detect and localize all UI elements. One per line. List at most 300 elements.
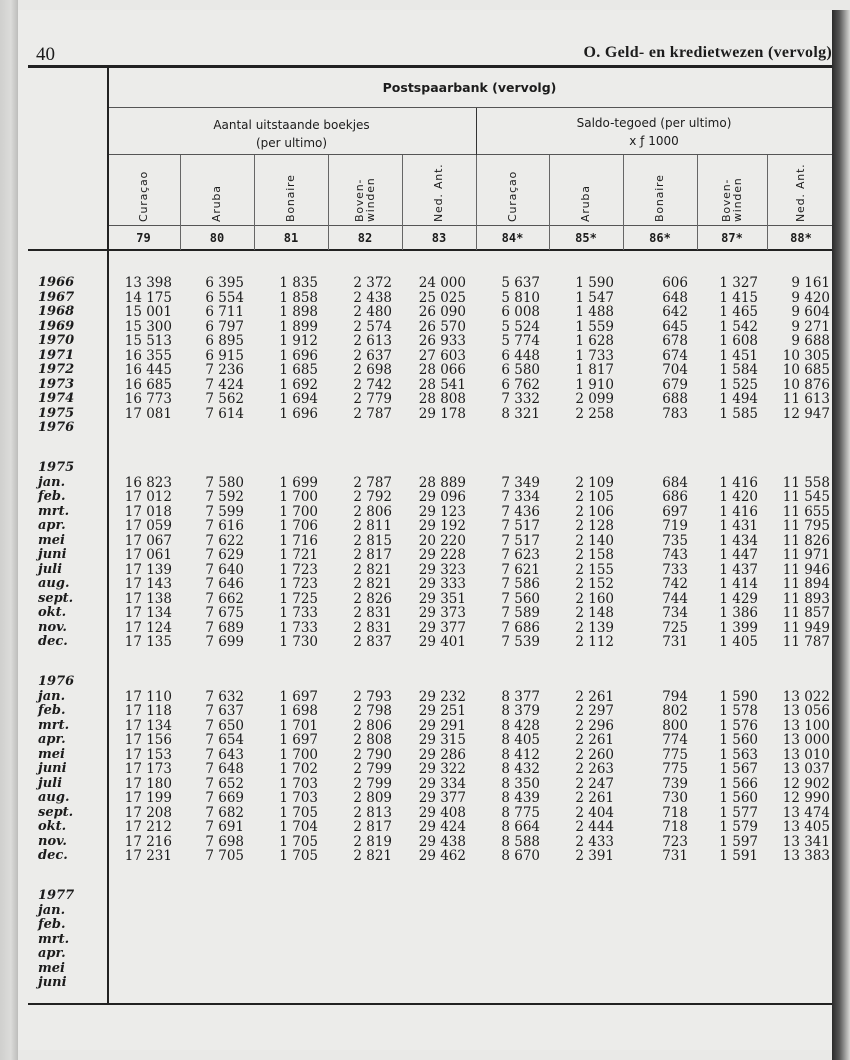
table-cell: 2 261 [575,732,614,748]
table-cell: 29 438 [418,833,466,850]
table-row [0,733,850,748]
table-cell: 7 643 [205,746,244,763]
table-cell: 1 494 [719,391,758,407]
table-cell: 15 300 [124,318,172,335]
table-cell: 1 327 [719,275,758,291]
top-rule [28,65,832,68]
column-number: 79 [136,231,151,245]
table-cell: 9 604 [791,304,830,320]
block-heading: 1977 [38,888,75,903]
table-cell: 7 640 [205,561,244,578]
block-heading: 1976 [38,674,75,689]
table-cell: 17 081 [124,405,172,422]
table-cell: 17 135 [124,634,172,650]
table-cell: 2 813 [353,804,392,821]
table-cell: 11 826 [782,532,830,549]
table-cell: 6 895 [205,333,244,349]
table-cell: 12 990 [782,790,830,806]
table-cell: 2 140 [575,532,614,549]
table-cell: 7 698 [205,833,244,850]
block-heading-row [0,889,850,904]
table-cell: 17 216 [124,833,172,850]
row-label: mrt. [38,503,70,519]
table-cell: 2 258 [575,405,614,422]
table-cell: 29 351 [418,590,466,607]
table-cell: 7 517 [501,532,540,549]
table-cell: 8 405 [501,732,540,748]
column-number: 86* [649,231,671,245]
table-cell: 7 691 [205,819,244,835]
table-cell: 9 420 [791,289,830,306]
table-cell: 11 893 [782,590,830,607]
table-cell: 1 434 [719,532,758,549]
row-label: jan. [38,688,66,704]
table-cell: 16 685 [124,376,172,393]
table-cell: 2 372 [353,275,392,291]
table-row [0,762,850,777]
table-cell: 2 817 [353,819,392,835]
table-cell: 29 401 [418,634,466,650]
table-row [0,305,850,320]
table-cell: 17 199 [124,790,172,806]
table-cell: 645 [662,318,688,335]
table-cell: 1 685 [279,362,318,378]
table-cell: 7 586 [501,576,540,592]
table-cell: 735 [662,532,688,549]
rule-groups [107,154,832,155]
group-heading-balance [476,114,832,150]
table-cell: 8 428 [501,717,540,734]
table-row [0,777,850,792]
column-number: 84* [501,231,524,245]
table-cell: 2 799 [353,761,392,777]
table-cell: 2 799 [353,775,392,792]
row-label: 1974 [38,391,75,406]
row-label: juli [38,775,63,791]
table-cell: 16 355 [124,347,172,364]
table-cell: 733 [662,561,688,578]
table-cell: 1 703 [279,790,318,806]
row-label: 1975 [38,405,75,421]
table-cell: 7 629 [205,547,244,563]
table-cell: 1 706 [279,518,318,534]
table-cell: 744 [662,590,688,607]
table-cell: 1 429 [719,590,758,607]
table-row [0,534,850,549]
row-label: juni [38,761,67,776]
table-cell: 17 134 [124,717,172,734]
table-cell: 697 [662,503,688,520]
table-cell: 13 398 [124,275,172,291]
table-cell: 1 590 [575,275,614,291]
table-cell: 2 806 [353,503,392,520]
table-cell: 7 539 [501,634,540,650]
table-row [0,320,850,335]
table-cell: 10 305 [782,347,830,364]
table-cell: 2 139 [575,619,614,636]
table-cell: 7 436 [501,503,540,520]
table-cell: 17 143 [124,576,172,592]
table-cell: 5 774 [501,333,540,349]
table-cell: 1 576 [719,717,758,734]
table-row [0,349,850,364]
table-cell: 17 156 [124,732,172,748]
table-row [0,933,850,948]
table-cell: 2 779 [353,391,392,407]
table-block [0,276,850,436]
table-cell: 2 698 [353,362,392,378]
table-cell: 2 787 [353,474,392,491]
table-cell: 2 790 [353,746,392,763]
table-row [0,849,850,864]
table-cell: 7 648 [205,761,244,777]
table-cell: 1 415 [719,289,758,306]
table-cell: 1 431 [719,518,758,534]
table-cell: 1 547 [575,289,614,306]
column-header-name: Curaçao [505,170,519,222]
table-cell: 11 787 [782,634,830,650]
table-block [0,889,850,991]
table-row [0,421,850,436]
table-cell: 9 688 [791,333,830,349]
table-cell: 7 652 [205,775,244,792]
table-cell: 2 792 [353,489,392,505]
table-cell: 1 566 [719,775,758,792]
table-cell: 16 445 [124,362,172,378]
table-cell: 1 578 [719,703,758,719]
table-cell: 1 716 [279,532,318,549]
table-row [0,918,850,933]
table-cell: 11 857 [782,605,830,621]
table-cell: 1 488 [575,304,614,320]
table-cell: 29 315 [418,732,466,748]
column-number: 83 [431,231,447,245]
table-cell: 8 439 [501,790,540,806]
row-label: mei [38,746,65,762]
table-cell: 5 810 [501,289,540,306]
table-row [0,577,850,592]
table-cell: 1 705 [279,804,318,821]
column-header-name: Boven- winden [353,177,377,222]
table-cell: 1 730 [279,634,318,650]
table-cell: 1 733 [279,605,318,621]
table-cell: 2 613 [353,333,392,349]
table-cell: 684 [662,474,688,491]
table-cell: 1 700 [279,503,318,520]
table-cell: 1 705 [279,833,318,850]
table-cell: 29 123 [418,503,466,520]
table-cell: 734 [662,605,688,621]
table-cell: 2 815 [353,532,392,549]
row-label: 1973 [38,376,75,392]
table-cell: 7 662 [205,590,244,607]
table-cell: 2 263 [575,761,614,777]
table-cell: 17 118 [124,703,172,719]
table-cell: 11 894 [782,576,830,592]
table-cell: 1 525 [719,376,758,393]
table-row [0,606,850,621]
table-cell: 24 000 [418,275,466,291]
column-number: 82 [357,231,373,245]
table-cell: 13 383 [782,848,830,864]
table-cell: 1 698 [279,703,318,719]
table-cell: 17 208 [124,804,172,821]
table-cell: 1 608 [719,333,758,349]
table-cell: 11 558 [782,474,830,491]
table-cell: 11 613 [782,391,830,407]
column-header-name: Ned. Ant. [432,163,445,222]
table-row [0,719,850,734]
table-cell: 648 [662,289,688,306]
bottom-rule [28,1003,832,1005]
row-label: apr. [38,946,66,961]
table-cell: 7 599 [205,503,244,520]
table-cell: 2 433 [575,833,614,850]
column-number: 87* [721,231,743,245]
table-cell: 2 155 [575,561,614,578]
table-cell: 2 480 [353,304,392,320]
table-cell: 7 654 [205,732,244,748]
row-label: nov. [38,619,67,635]
table-cell: 1 420 [719,489,758,505]
table-cell: 704 [662,362,688,378]
table-row [0,690,850,705]
table-cell: 1 559 [575,318,614,335]
table-cell: 725 [662,619,688,636]
row-label: juni [38,547,67,562]
table-cell: 7 589 [501,605,540,621]
table-cell: 1 835 [279,275,318,291]
table-cell: 802 [662,703,688,719]
table-cell: 13 405 [782,819,830,835]
table-block [0,675,850,864]
table-cell: 17 124 [124,619,172,636]
table-cell: 6 762 [501,376,540,393]
table-row [0,621,850,636]
table-cell: 7 623 [501,547,540,563]
table-cell: 2 809 [353,790,392,806]
table-cell: 7 632 [205,688,244,705]
table-cell: 2 404 [575,804,614,821]
table-cell: 679 [662,376,688,393]
table-cell: 12 902 [782,775,830,792]
column-number: 80 [209,231,225,245]
table-cell: 8 670 [501,848,540,864]
row-label: mrt. [38,717,70,733]
column-header-name: Ned. Ant. [794,163,807,222]
table-cell: 17 134 [124,605,172,621]
table-cell: 718 [662,819,688,835]
table-row [0,806,850,821]
table-cell: 11 655 [782,503,830,520]
table-cell: 606 [662,275,688,291]
table-cell: 1 910 [575,376,614,393]
table-cell: 29 377 [418,619,466,636]
table-cell: 9 161 [791,275,830,291]
table-cell: 29 333 [418,576,466,592]
table-cell: 1 899 [279,318,318,335]
table-cell: 731 [662,634,688,650]
table-cell: 29 286 [418,746,466,763]
column-header-name: Curaçao [136,170,150,222]
table-row [0,548,850,563]
table-cell: 2 826 [353,590,392,607]
table-cell: 7 682 [205,804,244,821]
table-cell: 28 066 [418,362,466,378]
table-cell: 1 560 [719,732,758,748]
table-cell: 29 377 [418,790,466,806]
table-cell: 7 686 [501,619,540,636]
table-cell: 1 723 [279,576,318,592]
table-cell: 1 451 [719,347,758,364]
table-cell: 17 139 [124,561,172,578]
table-row [0,291,850,306]
table-cell: 29 462 [418,848,466,864]
table-cell: 1 584 [719,362,758,378]
table-cell: 1 701 [279,717,318,734]
group-heading-balance-line1: Saldo-tegoed (per ultimo) [576,116,732,130]
block-heading-row [0,675,850,690]
rule-colnames [107,225,832,226]
table-cell: 16 823 [124,474,172,491]
table-cell: 13 100 [782,717,830,734]
table-cell: 2 637 [353,347,392,364]
table-cell: 8 432 [501,761,540,777]
table-cell: 1 542 [719,318,758,335]
table-cell: 10 876 [782,376,830,393]
row-label: mei [38,532,65,548]
table-cell: 13 000 [782,732,830,748]
row-label: mrt. [38,931,70,947]
table-cell: 7 334 [501,489,540,505]
table-cell: 2 811 [353,518,392,534]
row-label: 1972 [38,362,75,377]
table-cell: 2 247 [575,775,614,792]
table-cell: 2 099 [575,391,614,407]
table-cell: 1 703 [279,775,318,792]
table-cell: 7 236 [205,362,244,378]
table-cell: 1 386 [719,605,758,621]
table-cell: 17 212 [124,819,172,835]
table-cell: 6 008 [501,304,540,320]
row-label: juni [38,975,67,990]
row-label: feb. [38,917,66,932]
table-cell: 2 297 [575,703,614,719]
table-row [0,378,850,393]
row-label: 1967 [38,289,75,305]
table-cell: 1 704 [279,819,318,835]
table-cell: 29 228 [418,547,466,563]
table-cell: 8 377 [501,688,540,705]
table-cell: 2 831 [353,619,392,636]
table-cell: 1 447 [719,547,758,563]
table-cell: 1 416 [719,474,758,491]
running-head: O. Geld- en kredietwezen (vervolg) [583,44,832,61]
table-cell: 9 271 [791,318,830,335]
table-cell: 674 [662,347,688,364]
table-cell: 16 773 [124,391,172,407]
table-cell: 743 [662,547,688,563]
table-cell: 29 334 [418,775,466,792]
table-cell: 2 438 [353,289,392,306]
table-cell: 775 [662,761,688,777]
table-cell: 2 112 [575,634,614,650]
column-number: 85* [575,231,597,245]
table-cell: 11 971 [782,547,830,563]
table-cell: 7 614 [205,405,244,422]
table-cell: 15 001 [124,304,172,320]
table-cell: 1 692 [279,376,318,393]
row-label: jan. [38,474,66,490]
table-cell: 1 697 [279,688,318,705]
table-cell: 2 817 [353,547,392,563]
table-cell: 1 694 [279,391,318,407]
table-cell: 1 563 [719,746,758,763]
table-row [0,392,850,407]
table-cell: 2 160 [575,590,614,607]
table-cell: 2 806 [353,717,392,734]
table-cell: 29 291 [418,717,466,734]
table-cell: 5 637 [501,275,540,291]
table-cell: 2 793 [353,688,392,705]
table-cell: 13 037 [782,761,830,777]
row-label: 1970 [38,333,75,348]
table-cell: 2 798 [353,703,392,719]
table-cell: 2 109 [575,474,614,491]
table-cell: 2 821 [353,561,392,578]
table-cell: 29 251 [418,703,466,719]
table-cell: 7 637 [205,703,244,719]
table-cell: 6 711 [205,304,244,320]
table-cell: 6 395 [205,275,244,291]
table-title: Postspaarbank (vervolg) [382,80,557,95]
table-cell: 6 554 [205,289,244,306]
table-cell: 1 721 [279,547,318,563]
table-cell: 1 817 [575,362,614,378]
rule-title [107,107,832,108]
table-cell: 2 152 [575,576,614,592]
table-cell: 2 819 [353,833,392,850]
table-cell: 678 [662,333,688,349]
table-cell: 13 056 [782,703,830,719]
table-cell: 10 685 [782,362,830,378]
table-cell: 1 465 [719,304,758,320]
column-header-name: Aruba [210,185,223,222]
table-row [0,791,850,806]
table-row [0,363,850,378]
table-cell: 26 933 [418,333,466,349]
table-cell: 28 889 [418,474,466,491]
table-cell: 8 412 [501,746,540,763]
table-cell: 739 [662,775,688,792]
table-cell: 688 [662,391,688,407]
table-cell: 7 699 [205,634,244,650]
table-cell: 2 158 [575,547,614,563]
table-cell: 2 742 [353,376,392,393]
table-cell: 12 947 [782,405,830,422]
table-cell: 730 [662,790,688,806]
table-cell: 2 821 [353,576,392,592]
table-cell: 17 061 [124,547,172,563]
table-cell: 20 220 [418,532,466,549]
table-cell: 800 [662,717,688,734]
table-cell: 15 513 [124,333,172,349]
table-row [0,635,850,650]
table-cell: 2 128 [575,518,614,534]
table-cell: 1 567 [719,761,758,777]
row-label: aug. [38,576,70,591]
table-cell: 1 585 [719,405,758,422]
